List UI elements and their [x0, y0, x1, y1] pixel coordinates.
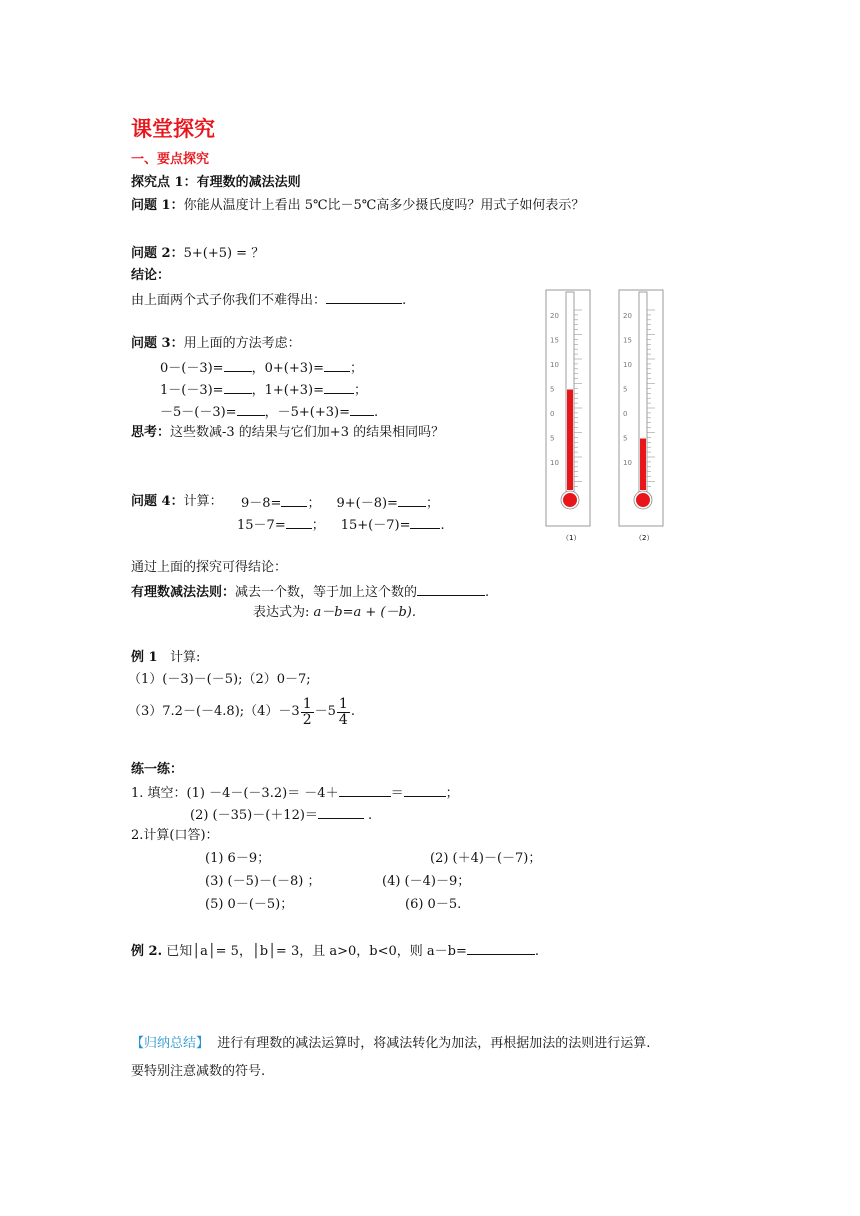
q3-expr: ，0+(+3)=	[251, 361, 324, 376]
q3-punct: .	[373, 405, 379, 420]
practice-expr: 1. 填空：(1) －4－(－3.2)＝ －4＋	[131, 786, 339, 801]
practice-item: (6) 0－5.	[405, 897, 462, 912]
ex1-line-1: （1）(－3)－(－5);（2）0－7;	[128, 672, 311, 687]
tick-label: 20	[550, 312, 559, 320]
practice-item: (2) (＋4)－(－7)；	[430, 851, 542, 866]
expr-prefix: 表达式为:	[253, 605, 314, 620]
q4-expr: 15－7=	[237, 518, 286, 533]
answer-blank[interactable]	[286, 516, 312, 529]
think-label: 思考：	[131, 425, 171, 440]
rule-line	[131, 583, 489, 601]
q2-text: 5+(+5) = ？	[183, 246, 265, 261]
summary-line-1	[131, 1036, 650, 1052]
mercury-bulb	[563, 493, 577, 507]
ex1-expr: －5	[314, 704, 336, 720]
practice-1-1	[131, 784, 459, 802]
ex2-label: 例 2.	[131, 944, 163, 959]
answer-blank[interactable]	[339, 784, 391, 797]
practice-item: (1) 6－9；	[205, 851, 271, 866]
think-text: 这些数减-3 的结果与它们加+3 的结果相同吗？	[170, 425, 445, 440]
think-line	[131, 425, 444, 441]
q4-row-1	[241, 494, 439, 512]
question-4	[131, 494, 223, 510]
q3-punct: ；	[353, 383, 367, 398]
tick-label: 10	[623, 459, 632, 467]
example-1	[131, 650, 200, 666]
ex1-label: 例 1	[131, 650, 158, 665]
practice-2-label: 2.计算(口答)：	[131, 828, 219, 843]
tick-label: 5	[550, 385, 555, 394]
q4-label: 问题 4：	[131, 494, 184, 509]
section-heading: 一、要点探究	[131, 152, 210, 167]
denominator: 2	[302, 711, 312, 728]
q3-punct: ；	[349, 361, 363, 376]
tick-label: 5	[550, 434, 555, 443]
q3-expr: ，－5+(+3)=	[264, 405, 350, 420]
practice-1-2	[190, 806, 372, 824]
point-heading: 探究点 1：有理数的减法法则	[131, 175, 301, 190]
mercury-bulb	[636, 493, 650, 507]
answer-blank[interactable]	[318, 806, 364, 819]
answer-blank[interactable]	[281, 494, 307, 507]
rule-blank[interactable]	[417, 583, 485, 596]
q3-row-1	[160, 359, 363, 377]
fraction	[301, 697, 314, 727]
conclusion-blank[interactable]	[326, 291, 402, 304]
page-title: 课堂探究	[131, 116, 215, 141]
summary-text-1: 进行有理数的减法运算时，将减法转化为加法，再根据加法的法则进行运算.	[217, 1036, 651, 1051]
ex2-end: .	[534, 944, 539, 959]
practice-punct: ；	[445, 786, 459, 801]
practice-punct: .	[363, 808, 373, 823]
q3-label: 问题 3：	[131, 336, 184, 351]
q4-expr: 9+(－8)=	[336, 496, 398, 511]
denominator: 4	[338, 711, 348, 728]
conclusion-label: 结论：	[131, 268, 171, 283]
ex1-line-2	[128, 692, 355, 732]
thermometers-figure	[540, 286, 670, 546]
fraction	[337, 697, 350, 727]
answer-blank[interactable]	[404, 784, 446, 797]
mercury-column	[567, 390, 573, 491]
practice-expr: (2) (－35)－(＋12)＝	[190, 808, 318, 823]
thermometer-caption: （1）	[562, 534, 581, 542]
tick-label: 0	[550, 410, 555, 418]
tick-label: 20	[623, 312, 632, 320]
ex1-end: .	[350, 704, 355, 720]
question-3	[131, 336, 301, 352]
mercury-column	[640, 439, 646, 491]
q4-punct: .	[440, 518, 445, 533]
answer-blank[interactable]	[237, 403, 265, 416]
q4-punct: ；	[311, 518, 325, 533]
tick-label: 5	[623, 385, 628, 394]
rule-label: 有理数减法法则：	[131, 585, 236, 600]
answer-blank[interactable]	[324, 359, 350, 372]
example-2	[131, 942, 539, 960]
q3-expr: 0－(－3)=	[160, 361, 224, 376]
q4-punct: ；	[307, 496, 321, 511]
numerator: 1	[302, 695, 312, 712]
answer-blank[interactable]	[398, 494, 426, 507]
practice-item: (4) (－4)－9；	[382, 874, 471, 889]
expression-line	[253, 605, 416, 621]
tick-label: 10	[550, 361, 559, 369]
ex1-expr: （3）7.2－(－4.8);（4）－3	[128, 704, 300, 720]
tick-label: 5	[623, 434, 628, 443]
answer-blank[interactable]	[410, 516, 440, 529]
question-2	[131, 246, 264, 262]
answer-blank[interactable]	[224, 359, 252, 372]
q4-expr: 9－8=	[241, 496, 282, 511]
q1-label: 问题 1：	[131, 198, 184, 213]
through-text: 通过上面的探究可得结论：	[131, 560, 288, 575]
tick-label: 0	[623, 410, 628, 418]
q4-text: 计算：	[183, 494, 223, 509]
practice-heading: 练一练：	[131, 762, 184, 777]
question-1	[131, 198, 584, 214]
q2-label: 问题 2：	[131, 246, 184, 261]
q3-row-3	[160, 403, 378, 421]
rule-end: .	[485, 585, 490, 600]
answer-blank[interactable]	[467, 942, 535, 955]
summary-tag: 【归纳总结】	[131, 1036, 210, 1051]
practice-item: (3) (－5)－(－8) ；	[205, 874, 321, 889]
q4-expr: 15+(－7)=	[340, 518, 411, 533]
rule-text: 减去一个数，等于加上这个数的	[235, 585, 418, 600]
tick-label: 15	[623, 336, 632, 345]
q4-punct: ；	[425, 496, 439, 511]
q3-expr: －5－(－3)=	[160, 405, 237, 420]
ex2-text: 已知│a│= 5，│b│= 3，且 a>0，b<0，则 a－b=	[166, 944, 467, 959]
q3-row-2	[160, 381, 367, 399]
practice-expr: ＝	[390, 786, 404, 801]
answer-blank[interactable]	[350, 403, 374, 416]
tick-label: 10	[623, 361, 632, 369]
q3-expr: ，1+(+3)=	[251, 383, 324, 398]
tick-label: 10	[550, 459, 559, 467]
q3-expr: 1－(－3)=	[160, 383, 224, 398]
practice-item: (5) 0－(－5)；	[205, 897, 294, 912]
tick-label: 15	[550, 336, 559, 345]
thermometer-caption: （2）	[635, 534, 654, 542]
answer-blank[interactable]	[324, 381, 354, 394]
q3-text: 用上面的方法考虑：	[183, 336, 301, 351]
q1-text: 你能从温度计上看出 5℃比－5℃高多少摄氏度吗？用式子如何表示？	[183, 198, 585, 213]
ex1-text: 计算:	[169, 650, 201, 665]
numerator: 1	[338, 695, 348, 712]
answer-blank[interactable]	[224, 381, 252, 394]
q4-row-2	[237, 516, 445, 534]
expr: a－b=a + (－b).	[313, 605, 416, 620]
summary-text-2: 要特别注意减数的符号.	[131, 1064, 266, 1079]
conclusion-line: 由上面两个式子你我们不难得出： .	[131, 293, 407, 308]
conclusion-text: 由上面两个式子你我们不难得出：	[131, 293, 327, 308]
